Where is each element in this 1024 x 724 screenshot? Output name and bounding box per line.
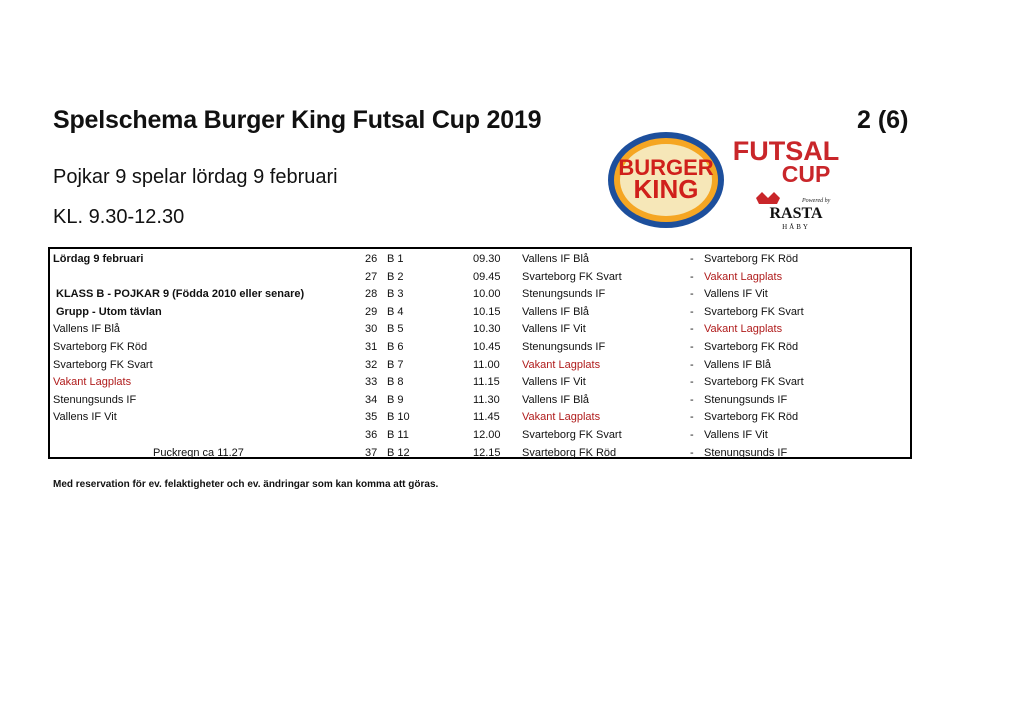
table-row (50, 339, 910, 357)
match-code: B 12 (387, 446, 410, 459)
match-number: 29 (365, 305, 378, 318)
away-team: Vakant Lagplats (704, 323, 783, 336)
table-row (50, 374, 910, 392)
home-team: Vallens IF Blå (522, 393, 590, 406)
match-time: 12.15 (473, 446, 501, 459)
table-row (50, 251, 910, 269)
match-separator: - (690, 358, 694, 371)
left-column-text: Vallens IF Vit (53, 411, 117, 424)
table-row (50, 445, 910, 463)
match-code: B 4 (387, 305, 404, 318)
match-number: 31 (365, 341, 378, 353)
home-team: Vakant Lagplats (522, 358, 601, 371)
match-code: B 3 (387, 288, 404, 301)
match-number: 32 (365, 358, 378, 371)
match-time: 12.00 (473, 429, 501, 441)
table-row (50, 409, 910, 427)
logo-king: KING (633, 174, 699, 204)
match-number: 27 (365, 270, 378, 283)
table-row (50, 286, 910, 304)
match-separator: - (690, 270, 694, 283)
home-team: Vallens IF Vit (522, 376, 586, 389)
match-code: B 1 (387, 253, 404, 265)
burger-king-futsal-cup-logo (606, 130, 851, 235)
away-team: Svarteborg FK Svart (704, 305, 804, 318)
home-team: Svarteborg FK Röd (522, 446, 617, 459)
footnote: Med reservation för ev. felaktigheter och ev. ändringar som kan komma att göras. (53, 479, 439, 490)
away-team: Stenungsunds IF (704, 446, 788, 459)
home-team: Vakant Lagplats (522, 411, 601, 424)
table-row (50, 269, 910, 287)
home-team: Vallens IF Blå (522, 305, 590, 318)
match-code: B 8 (387, 376, 404, 389)
match-time: 11.45 (473, 411, 500, 424)
match-time: 10.30 (473, 323, 501, 336)
left-column-text: Vakant Lagplats (53, 376, 132, 389)
logo-burger: BURGER (618, 155, 714, 180)
time-range: KL. 9.30-12.30 (53, 206, 185, 228)
match-number: 35 (365, 411, 378, 424)
home-team: Svarteborg FK Svart (522, 270, 622, 283)
match-code: B 7 (387, 358, 404, 371)
crown-icon (756, 192, 780, 204)
away-team: Svarteborg FK Röd (704, 253, 799, 265)
match-separator: - (690, 288, 694, 301)
match-separator: - (690, 429, 694, 441)
table-row (50, 427, 910, 445)
left-column-text: Svarteborg FK Svart (53, 358, 153, 371)
away-team: Vakant Lagplats (704, 270, 783, 283)
match-separator: - (690, 376, 694, 389)
left-column-text: Vallens IF Blå (53, 323, 121, 336)
match-time: 11.00 (473, 358, 500, 371)
match-number: 28 (365, 288, 378, 301)
left-column-text: Lördag 9 februari (53, 253, 144, 265)
logo-rasta: RASTA (769, 205, 823, 222)
logo-cup: CUP (781, 161, 831, 187)
match-number: 34 (365, 393, 378, 406)
match-separator: - (690, 323, 694, 336)
match-time: 09.30 (473, 253, 501, 265)
match-number: 37 (365, 446, 378, 459)
left-column-text: KLASS B - POJKAR 9 (Födda 2010 eller senare) (56, 288, 305, 301)
logo-powered-by: Powered by (802, 198, 831, 204)
home-team: Stenungsunds IF (522, 341, 606, 353)
match-separator: - (690, 411, 694, 424)
subtitle: Pojkar 9 spelar lördag 9 februari (53, 166, 338, 188)
away-team: Svarteborg FK Röd (704, 411, 799, 424)
left-column-text: Stenungsunds IF (53, 393, 137, 406)
match-code: B 5 (387, 323, 404, 336)
match-code: B 9 (387, 393, 404, 406)
match-number: 26 (365, 253, 378, 265)
match-time: 10.15 (473, 305, 501, 318)
match-code: B 2 (387, 270, 404, 283)
match-schedule-table (48, 247, 912, 459)
match-time: 10.00 (473, 288, 501, 301)
away-team: Vallens IF Blå (704, 358, 772, 371)
home-team: Vallens IF Blå (522, 253, 590, 265)
away-team: Svarteborg FK Svart (704, 376, 804, 389)
match-separator: - (690, 446, 694, 459)
match-number: 33 (365, 376, 378, 389)
match-number: 36 (365, 429, 378, 441)
table-row (50, 392, 910, 410)
page-title: Spelschema Burger King Futsal Cup 2019 (53, 106, 542, 134)
logo-haby: HÅBY (782, 223, 810, 231)
match-time: 11.30 (473, 393, 500, 406)
match-separator: - (690, 393, 694, 406)
match-code: B 6 (387, 341, 404, 353)
match-time: 11.15 (473, 376, 500, 389)
away-team: Vallens IF Vit (704, 429, 768, 441)
away-team: Stenungsunds IF (704, 393, 788, 406)
away-team: Vallens IF Vit (704, 288, 768, 301)
match-separator: - (690, 305, 694, 318)
home-team: Vallens IF Vit (522, 323, 586, 336)
page-number: 2 (6) (857, 106, 909, 134)
match-separator: - (690, 253, 694, 265)
match-number: 30 (365, 323, 378, 336)
match-time: 09.45 (473, 270, 501, 283)
table-row (50, 321, 910, 339)
match-time: 10.45 (473, 341, 501, 353)
home-team: Stenungsunds IF (522, 288, 606, 301)
left-column-text: Grupp - Utom tävlan (56, 305, 162, 318)
match-code: B 11 (387, 429, 409, 441)
match-code: B 10 (387, 411, 410, 424)
away-team: Svarteborg FK Röd (704, 341, 799, 353)
left-column-text: Svarteborg FK Röd (53, 341, 148, 353)
table-row (50, 357, 910, 375)
match-separator: - (690, 341, 694, 353)
table-row (50, 304, 910, 322)
home-team: Svarteborg FK Svart (522, 429, 622, 441)
logo-futsal: FUTSAL (732, 136, 840, 166)
left-column-text: Puckregn ca 11.27 (153, 446, 244, 459)
